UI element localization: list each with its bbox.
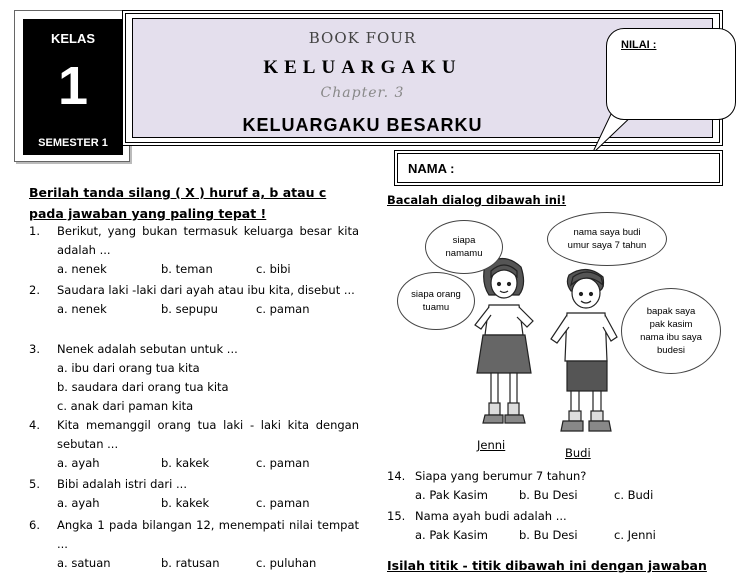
option-c[interactable]: c. anak dari paman kita bbox=[57, 399, 194, 413]
question-text: Siapa yang berumur 7 tahun? bbox=[415, 469, 587, 483]
option-b[interactable]: b. ratusan bbox=[161, 556, 220, 570]
class-badge bbox=[23, 19, 123, 155]
option-b[interactable]: b. kakek bbox=[161, 456, 210, 470]
option-c[interactable]: c. paman bbox=[256, 302, 310, 316]
dialog-heading: Bacalah dialog dibawah ini! bbox=[387, 193, 567, 207]
question-text: Bibi adalah istri dari ... bbox=[57, 477, 187, 491]
question-5: 5. Bibi adalah istri dari ... a. ayah b. kakek c. paman bbox=[29, 475, 359, 513]
question-text: Kita memanggil orang tua laki - laki kita dengan sebutan ... bbox=[57, 418, 359, 451]
question-15: 15. Nama ayah budi adalah ... a. Pak Kasim b. Bu Desi c. Jenni bbox=[387, 507, 727, 545]
question-text: Angka 1 pada bilangan 12, menempati nilai tempat ... bbox=[57, 518, 359, 551]
option-a[interactable]: a. ayah bbox=[57, 496, 100, 510]
option-c[interactable]: c. bibi bbox=[256, 262, 291, 276]
question-1: 1. Berikut, yang bukan termasuk keluarga besar kita adalah ... a. nenek b. teman c. bibi bbox=[29, 222, 359, 279]
name-budi: Budi bbox=[565, 446, 591, 460]
subtheme-title: KELUARGAKU BESARKU bbox=[242, 115, 483, 135]
boy-illustration bbox=[547, 265, 622, 445]
option-c[interactable]: c. Jenni bbox=[614, 528, 656, 542]
question-4: 4. Kita memanggil orang tua laki - laki kita dengan sebutan ... a. ayah b. kakek c. paman bbox=[29, 416, 359, 473]
book-label: BOOK FOUR bbox=[308, 29, 417, 47]
option-a[interactable]: a. nenek bbox=[57, 302, 107, 316]
kelas-label: KELAS bbox=[50, 31, 96, 46]
option-c[interactable]: c. puluhan bbox=[256, 556, 317, 570]
option-b[interactable]: b. Bu Desi bbox=[519, 528, 578, 542]
question-text: Nama ayah budi adalah ... bbox=[415, 509, 567, 523]
class-card bbox=[14, 10, 130, 162]
option-b[interactable]: b. kakek bbox=[161, 496, 210, 510]
kelas-number: 1 bbox=[57, 56, 89, 116]
option-a[interactable]: a. ayah bbox=[57, 456, 100, 470]
option-a[interactable]: a. Pak Kasim bbox=[415, 528, 488, 542]
option-c[interactable]: c. paman bbox=[256, 496, 310, 510]
option-a[interactable]: a. ibu dari orang tua kita bbox=[57, 361, 200, 375]
name-jenni: Jenni bbox=[477, 438, 506, 452]
speech-bubble-2: siapa orang tuamu bbox=[397, 272, 475, 330]
question-text: Berikut, yang bukan termasuk keluarga besar kita adalah ... bbox=[57, 224, 359, 257]
speech-bubble-3: nama saya budi umur saya 7 tahun bbox=[547, 212, 667, 266]
question-3: 3. Nenek adalah sebutan untuk ... a. ibu dari orang tua kita b. saudara dari orang tua kita c. anak dari paman kita bbox=[29, 340, 359, 416]
option-a[interactable]: a. satuan bbox=[57, 556, 111, 570]
chapter-label: Chapter. 3 bbox=[320, 85, 405, 101]
option-b[interactable]: b. saudara dari orang tua kita bbox=[57, 380, 229, 394]
option-a[interactable]: a. nenek bbox=[57, 262, 107, 276]
speech-bubble-4: bapak saya pak kasim nama ibu saya budesi bbox=[621, 288, 721, 374]
option-c[interactable]: c. paman bbox=[256, 456, 310, 470]
nama-field[interactable] bbox=[394, 150, 723, 186]
question-14: 14. Siapa yang berumur 7 tahun? a. Pak Kasim b. Bu Desi c. Budi bbox=[387, 467, 727, 505]
nilai-label: NILAI : bbox=[621, 39, 657, 51]
option-a[interactable]: a. Pak Kasim bbox=[415, 488, 488, 502]
option-c[interactable]: c. Budi bbox=[614, 488, 654, 502]
girl-illustration bbox=[469, 255, 539, 435]
instruction-text: Berilah tanda silang ( X ) huruf a, b atau c pada jawaban yang paling tepat ! bbox=[29, 185, 327, 221]
question-6: 6. Angka 1 pada bilangan 12, menempati nilai tempat ... a. satuan b. ratusan c. puluhan bbox=[29, 516, 359, 573]
option-b[interactable]: b. sepupu bbox=[161, 302, 218, 316]
option-b[interactable]: b. teman bbox=[161, 262, 213, 276]
theme-title: KELUARGAKU bbox=[263, 57, 462, 78]
dialog-illustration bbox=[387, 210, 727, 465]
option-b[interactable]: b. Bu Desi bbox=[519, 488, 578, 502]
question-2: 2. Saudara laki -laki dari ayah atau ibu kita, disebut ... a. nenek b. sepupu c. paman bbox=[29, 281, 359, 319]
speech-bubble-1: siapa namamu bbox=[425, 220, 503, 274]
nilai-box[interactable] bbox=[606, 28, 736, 120]
fill-in-instruction: Isilah titik - titik dibawah ini dengan jawaban bbox=[387, 558, 707, 573]
question-text: Saudara laki -laki dari ayah atau ibu kita, disebut ... bbox=[57, 283, 355, 297]
semester-label: SEMESTER 1 bbox=[38, 137, 108, 149]
question-text: Nenek adalah sebutan untuk ... bbox=[57, 342, 238, 356]
nama-label: NAMA : bbox=[408, 161, 455, 176]
